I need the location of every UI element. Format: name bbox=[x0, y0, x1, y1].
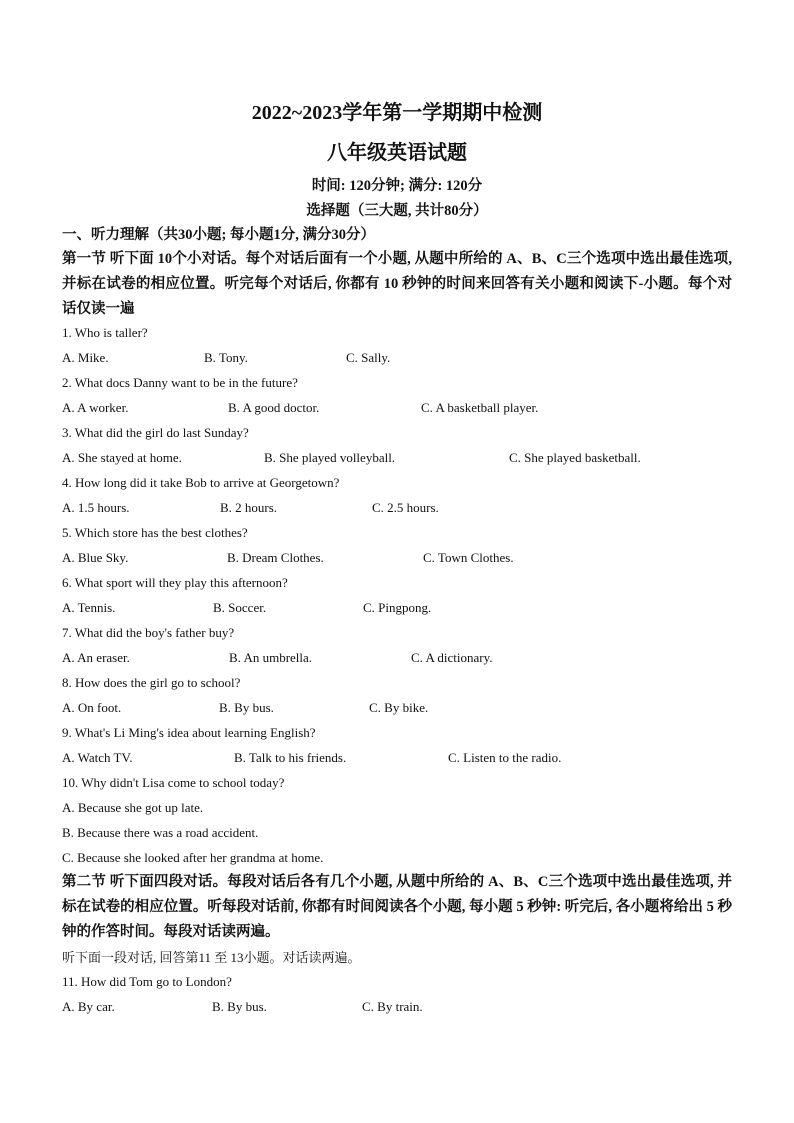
option-a: A. A worker. bbox=[62, 400, 129, 415]
option-b: B. 2 hours. bbox=[220, 500, 278, 515]
question-stem: 4. How long did it take Bob to arrive at Georgetown? bbox=[62, 475, 340, 490]
option-b: B. Because there was a road accident. bbox=[62, 825, 259, 840]
option-c: C. Because she looked after her grandma at home. bbox=[62, 850, 324, 865]
option-a: A. Because she got up late. bbox=[62, 800, 204, 815]
option-a: A. An eraser. bbox=[62, 650, 130, 665]
time-info: 时间: 120分钟; 满分: 120分 bbox=[311, 178, 483, 194]
question-stem: 1. Who is taller? bbox=[62, 325, 148, 340]
question-stem: 7. What did the boy's father buy? bbox=[62, 625, 235, 640]
option-b: B. She played volleyball. bbox=[264, 450, 396, 465]
option-a: A. Blue Sky. bbox=[62, 550, 129, 565]
option-c: C. By bike. bbox=[369, 700, 429, 715]
option-c: C. Sally. bbox=[346, 350, 391, 365]
question-stem: 11. How did Tom go to London? bbox=[62, 974, 232, 989]
part2-instruction: 第二节 听下面四段对话。每段对话后各有几个小题, 从题中所给的 A、B、C三个选项中选出最佳选项, 并标在试卷的相应位置。听每段对话前, 你都有时间阅读各个小题, 每小题 5 秒钟: 听完后, 各小题将给出 5 秒钟的作答时间。每段对话读两遍。 bbox=[62, 874, 732, 940]
question-stem: 3. What did the girl do last Sunday? bbox=[62, 425, 249, 440]
option-a: A. Watch TV. bbox=[62, 750, 133, 765]
part1-instruction: 第一节 听下面 10个小对话。每个对话后面有一个小题, 从题中所给的 A、B、C三个选项中选出最佳选项, 并标在试卷的相应位置。听完每个对话后, 你都有 10 秒钟的时间来回答有关小题和阅读下-小题。每个对话仅读一遍 bbox=[62, 251, 732, 317]
option-c: C. Listen to the radio. bbox=[448, 750, 562, 765]
option-b: B. Soccer. bbox=[213, 600, 267, 615]
question-stem: 6. What sport will they play this afternoon? bbox=[62, 575, 288, 590]
option-c: C. A dictionary. bbox=[411, 650, 493, 665]
option-b: B. By bus. bbox=[212, 999, 267, 1014]
option-c: C. Pingpong. bbox=[363, 600, 432, 615]
option-b: B. By bus. bbox=[219, 700, 274, 715]
question-stem: 10. Why didn't Lisa come to school today? bbox=[62, 775, 285, 790]
part2-note: 听下面一段对话, 回答第11 至 13小题。对话读两遍。 bbox=[62, 950, 361, 965]
option-b: B. An umbrella. bbox=[229, 650, 313, 665]
option-b: B. Dream Clothes. bbox=[227, 550, 324, 565]
option-b: B. A good doctor. bbox=[228, 400, 320, 415]
exam-subtitle: 八年级英语试题 bbox=[327, 142, 467, 164]
section-heading: 一、听力理解（共30小题; 每小题1分, 满分30分） bbox=[62, 227, 375, 243]
option-b: B. Talk to his friends. bbox=[234, 750, 347, 765]
option-a: A. On foot. bbox=[62, 700, 122, 715]
option-c: C. By train. bbox=[362, 999, 423, 1014]
option-b: B. Tony. bbox=[204, 350, 248, 365]
part-info: 选择题（三大题, 共计80分） bbox=[306, 203, 488, 219]
option-a: A. 1.5 hours. bbox=[62, 500, 130, 515]
option-c: C. 2.5 hours. bbox=[372, 500, 439, 515]
option-c: C. Town Clothes. bbox=[423, 550, 514, 565]
option-c: C. A basketball player. bbox=[421, 400, 539, 415]
exam-title: 2022~2023学年第一学期期中检测 bbox=[251, 102, 543, 124]
option-a: A. She stayed at home. bbox=[62, 450, 182, 465]
question-stem: 9. What's Li Ming's idea about learning English? bbox=[62, 725, 316, 740]
question-stem: 2. What docs Danny want to be in the future? bbox=[62, 375, 298, 390]
option-a: A. By car. bbox=[62, 999, 115, 1014]
option-c: C. She played basketball. bbox=[509, 450, 641, 465]
question-stem: 8. How does the girl go to school? bbox=[62, 675, 241, 690]
option-a: A. Tennis. bbox=[62, 600, 116, 615]
option-a: A. Mike. bbox=[62, 350, 109, 365]
question-stem: 5. Which store has the best clothes? bbox=[62, 525, 248, 540]
